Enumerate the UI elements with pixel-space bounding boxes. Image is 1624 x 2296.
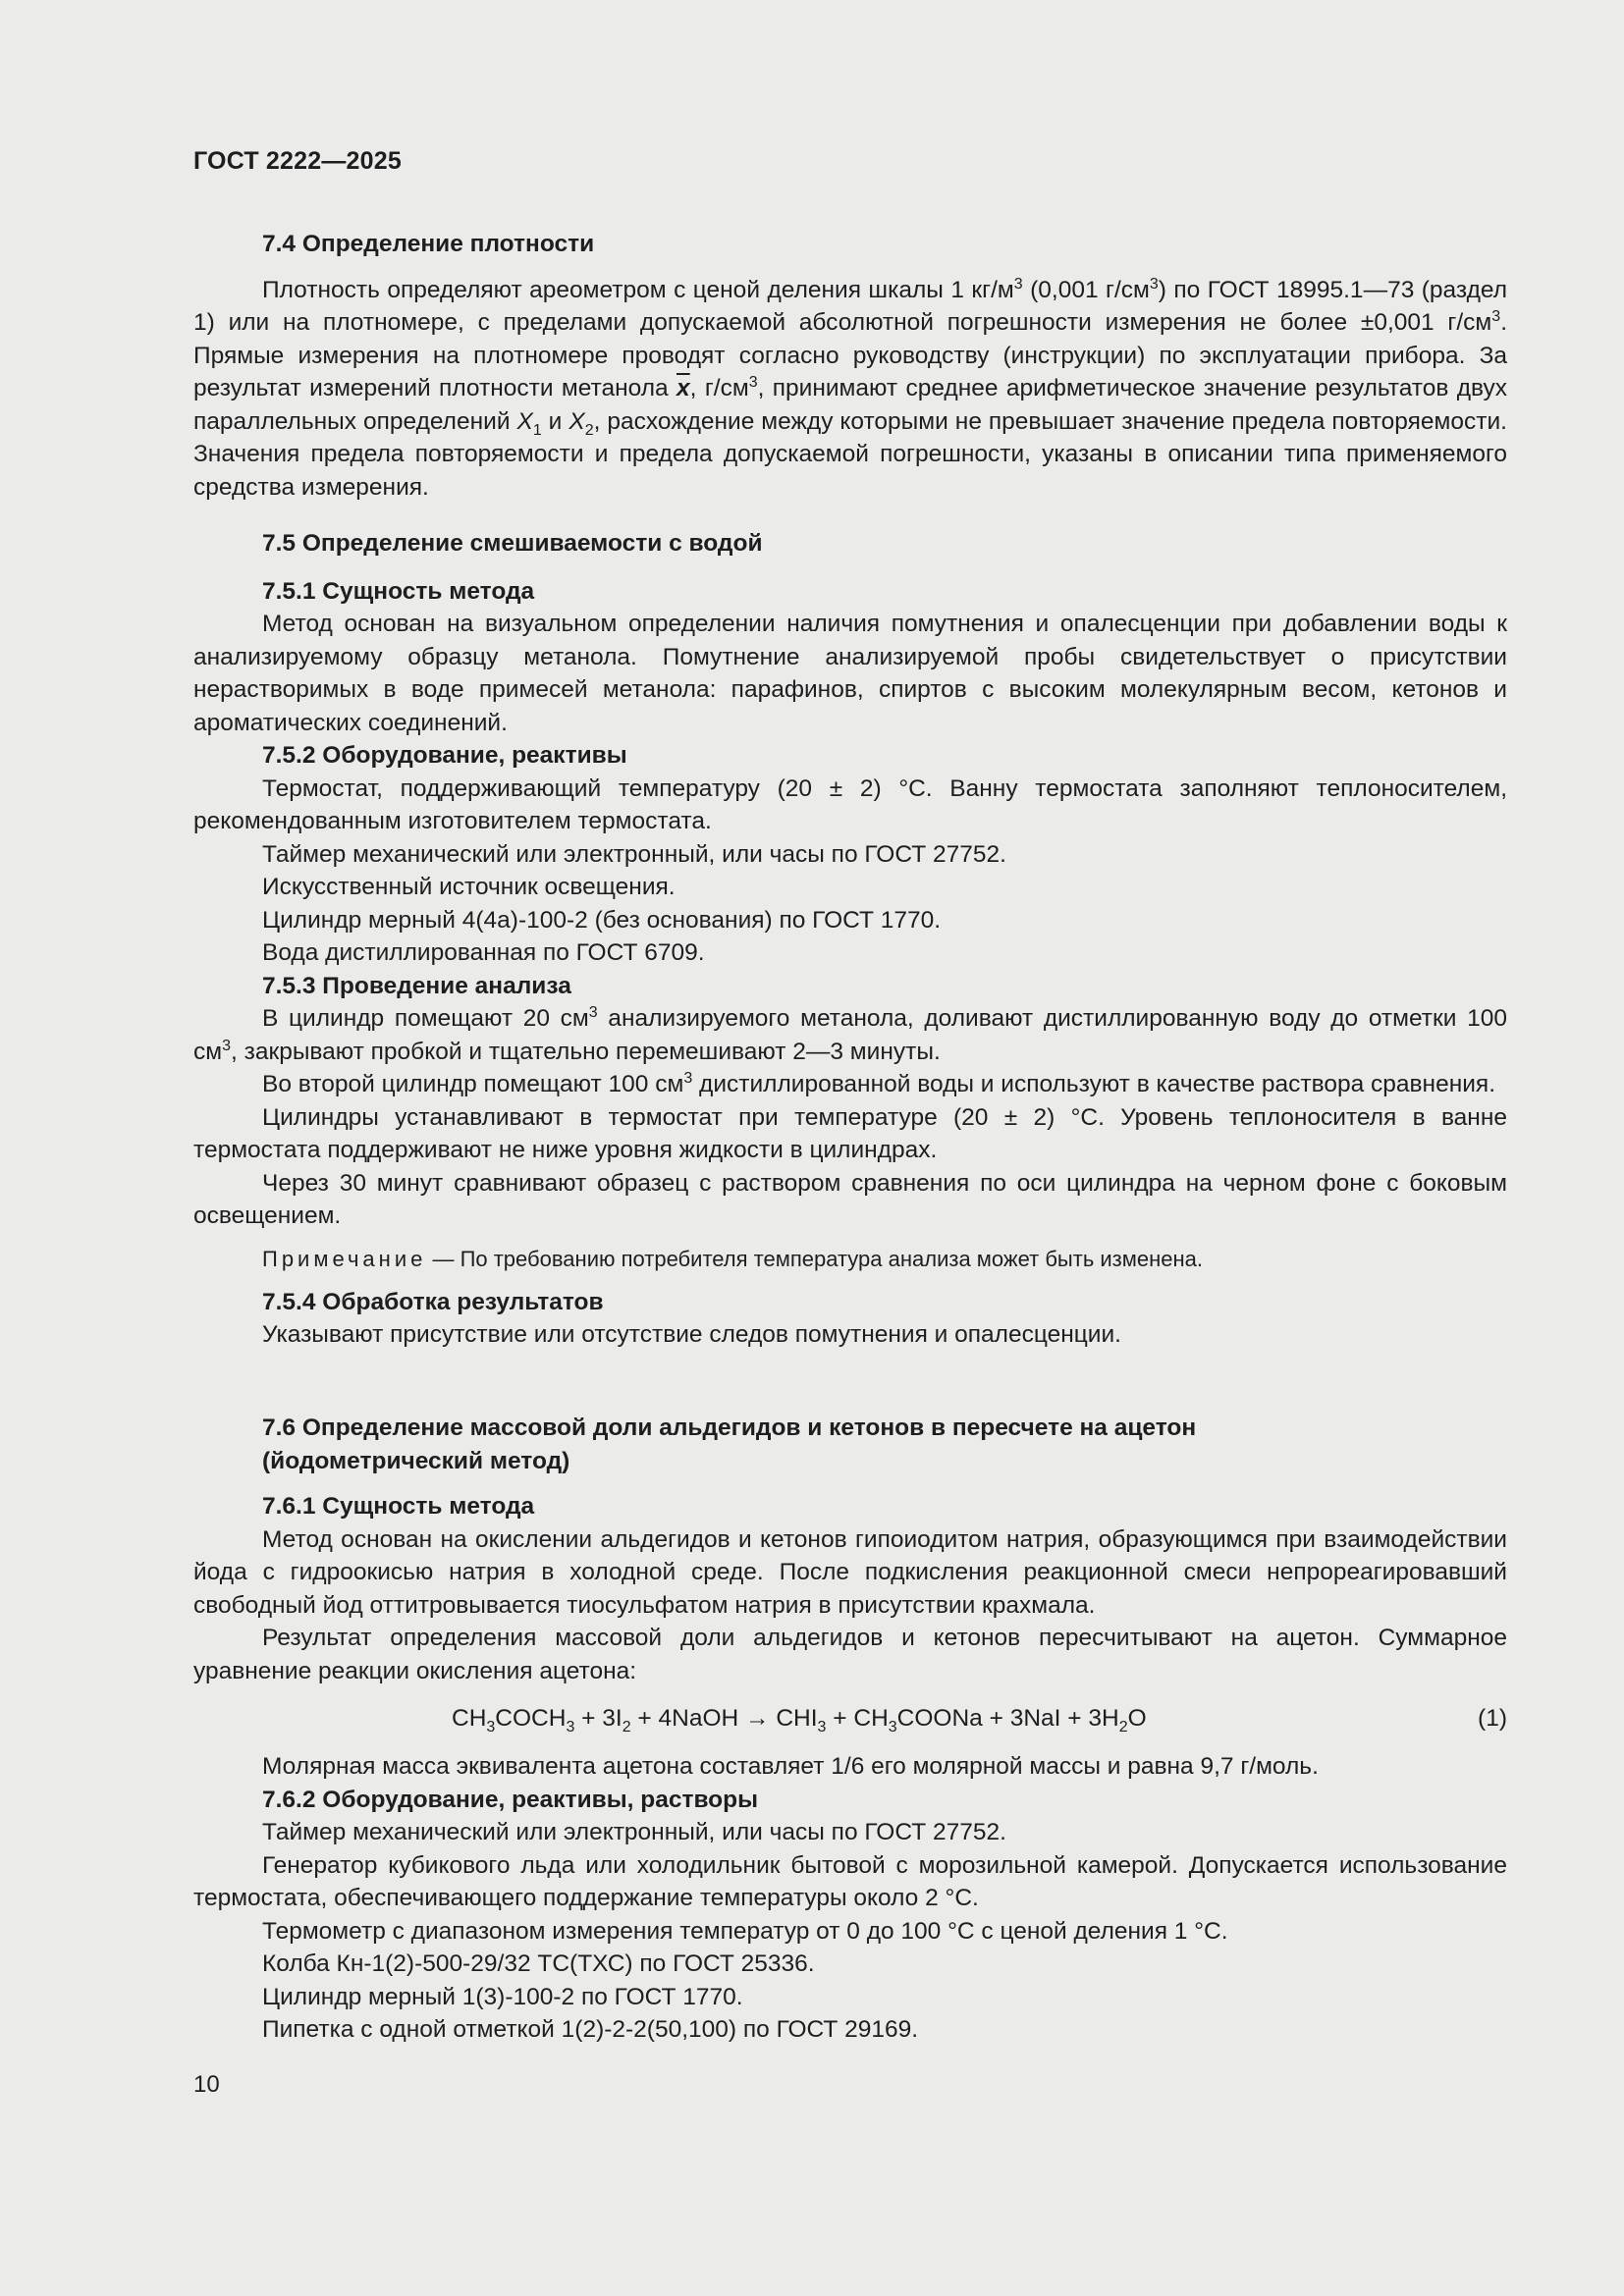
list-item: Термостат, поддерживающий температуру (20 ± 2) °С. Ванну термостата заполняют теплоносителем, рекомендованным изготовителем термостата. — [193, 774, 1507, 834]
document-header: ГОСТ 2222—2025 — [193, 147, 402, 175]
section-7-5-1-title: 7.5.1 Сущность метода — [262, 577, 535, 605]
list-item: Колба Кн-1(2)-500-29/32 ТС(ТХС) по ГОСТ 25336. — [262, 1950, 815, 1977]
list-item: Искусственный источник освещения. — [262, 874, 676, 900]
section-7-5-3-paragraph: В цилиндр помещают 20 $см^3$ анализируемого метанола, доливают дистиллированную воду до отметки 100 $см^3$, закрывают пробкой и тщательно перемешивают 2—3 минуты. — [193, 1004, 1507, 1065]
section-7-6-2-title: 7.6.2 Оборудование, реактивы, растворы — [262, 1786, 759, 1813]
list-item: Термометр с диапазоном измерения температур от 0 до 100 °С с ценой деления 1 °С. — [262, 1917, 1228, 1945]
section-7-6-1-title: 7.6.1 Сущность метода — [262, 1493, 535, 1520]
section-7-5-2-title: 7.5.2 Оборудование, реактивы — [262, 742, 627, 769]
reaction-formula — [193, 1702, 1507, 1735]
list-item: Цилиндр мерный 1(3)-100-2 по ГОСТ 1770. — [262, 1983, 743, 2010]
list-item: Генератор кубикового льда или холодильник бытовой с морозильной камерой. Допускается использование термостата, обеспечивающего поддержание температуры около 2 °С. — [193, 1851, 1507, 1911]
section-7-5-3-title: 7.5.3 Проведение анализа — [262, 972, 571, 999]
list-item: Вода дистиллированная по ГОСТ 6709. — [262, 939, 705, 966]
section-7-5-1-paragraph: Метод основан на визуальном определении наличия помутнения и опалесценции при добавлении воды к анализируемому образцу метанола. Помутнение анализируемой пробы свидетельствует о присутствии нерастворимых в воде примесей метанола: парафинов, спиртов с высоким молекулярным весом, кетонов и ароматических соединений. — [193, 611, 1507, 736]
page-number: 10 — [193, 2071, 220, 2098]
section-7-6-title: 7.6 Определение массовой доли альдегидов и кетонов в пересчете на ацетон (йодометрический метод) — [262, 1415, 1197, 1474]
list-item: Цилиндр мерный 4(4а)-100-2 (без основания) по ГОСТ 1770. — [262, 906, 942, 934]
section-7-5-title: 7.5 Определение смешиваемости с водой — [262, 530, 763, 557]
section-7-5 — [193, 527, 1507, 1352]
section-7-5-3-paragraph: Во второй цилиндр помещают 100 $см^3$ дистиллированной воды и используют в качестве раствора сравнения. — [262, 1070, 1496, 1097]
section-7-4 — [193, 228, 1507, 504]
section-7-6-1-paragraph: Молярная масса эквивалента ацетона составляет 1/6 его молярной массы и равна 9,7 г/моль. — [262, 1753, 1319, 1780]
list-item: Пипетка с одной отметкой 1(2)-2-2(50,100) по ГОСТ 29169. — [262, 2016, 919, 2043]
note-text: — По требованию потребителя температура анализа может быть изменена. — [426, 1246, 1204, 1271]
mean-symbol: $\overline{x}$ — [677, 375, 690, 401]
formula-equation: $CH_3COCH_3 + 3I_2$ + 4NaOH → $CHI_3$ + $CH_3COONa + 3NaI + 3H_2O$ — [452, 1705, 1147, 1735]
section-7-6-1-paragraph: Результат определения массовой доли альдегидов и кетонов пересчитывают на ацетон. Суммарное уравнение реакции окисления ацетона: — [193, 1625, 1507, 1684]
section-7-5-4-title: 7.5.4 Обработка результатов — [262, 1288, 604, 1315]
section-7-4-title: 7.4 Определение плотности — [262, 231, 595, 257]
section-7-4-paragraph: Плотность определяют ареометром с ценой деления шкалы 1 $кг/м^3$ (0,001 $г/см^3$) по ГОСТ 18995.1—73 (раздел 1) или на плотномере, с пределами допускаемой абсолютной погрешности измерения не более ±0,001 $г/см^3$. Прямые измерения на плотномере проводят согласно руководству (инструкции) по эксплуатации прибора. За результат измерений плотности метанола $\overline{x}$, $г/см^3$, принимают среднее арифметическое значение результатов двух параллельных определений $X_1$ и $X_2$, расхождение между которыми не превышает значение предела повторяемости. Значения предела повторяемости и предела допускаемой погрешности, указаны в описании типа применяемого средства измерения. — [193, 275, 1508, 501]
section-7-6-1-paragraph: Метод основан на окислении альдегидов и кетонов гипоиодитом натрия, образующимся при взаимодействии йода с гидроокисью натрия в холодной среде. После подкисления реакционной смеси непрореагировавший свободный йод оттитровывается тиосульфатом натрия в присутствии крахмала. — [193, 1525, 1507, 1619]
formula-number: (1) — [1478, 1705, 1507, 1732]
list-item: Таймер механический или электронный, или часы по ГОСТ 27752. — [262, 840, 1006, 868]
list-item: Таймер механический или электронный, или часы по ГОСТ 27752. — [262, 1819, 1006, 1845]
section-7-5-3-paragraph: Цилиндры устанавливают в термостат при температуре (20 ± 2) °С. Уровень теплоносителя в ванне термостата поддерживают не ниже уровня жидкости в цилиндрах. — [193, 1103, 1507, 1163]
section-7-5-3-paragraph: Через 30 минут сравнивают образец с раствором сравнения по оси цилиндра на черном фоне с боковым освещением. — [193, 1169, 1507, 1229]
note-label: Примечание — [262, 1246, 427, 1271]
section-7-6 — [193, 1412, 1507, 2047]
note — [193, 1245, 1507, 1274]
section-7-5-4-paragraph: Указывают присутствие или отсутствие следов помутнения и опалесценции. — [262, 1321, 1121, 1348]
